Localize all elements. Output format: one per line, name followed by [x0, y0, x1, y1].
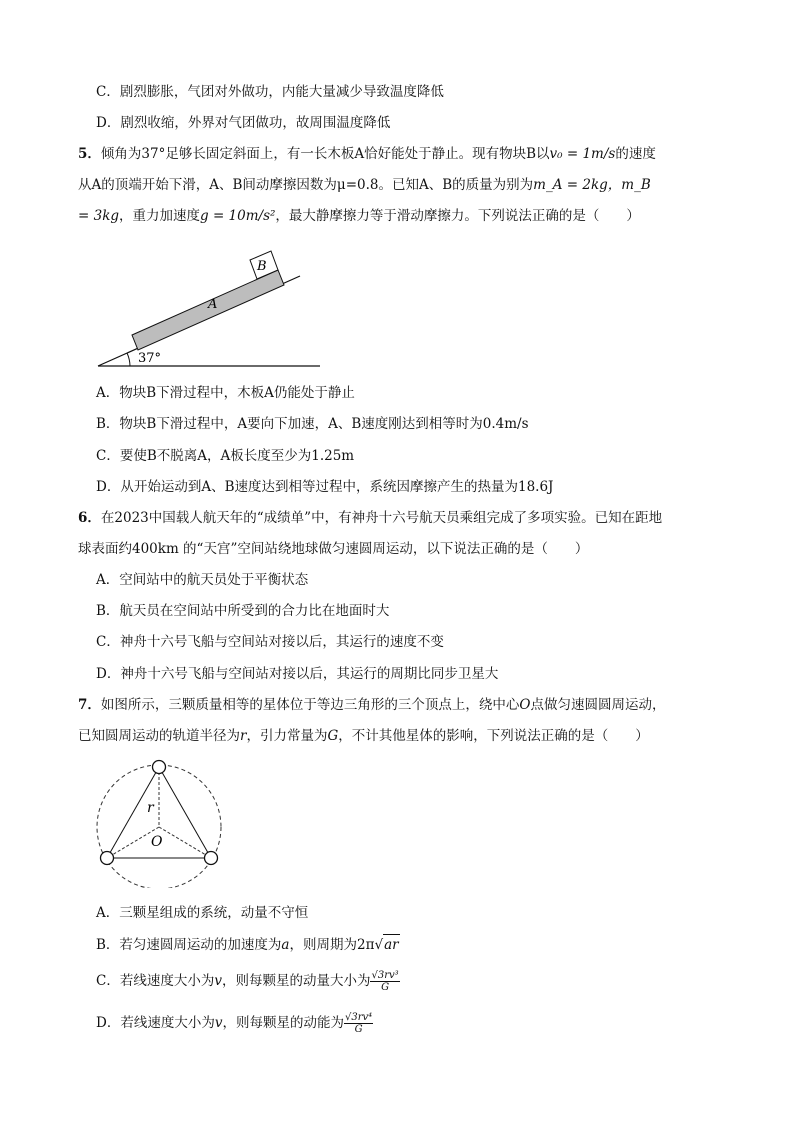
- q5-number: 5．: [78, 146, 101, 162]
- q7-option-c: [96, 966, 400, 996]
- label-r: r: [147, 800, 154, 816]
- q7-d-den: G: [354, 1024, 363, 1035]
- q7-d-var: v: [214, 1015, 223, 1031]
- q7-b-mid: ，则周期为2π: [289, 937, 375, 953]
- q7-d-text: D．若线速度大小为: [96, 1015, 215, 1031]
- q5-stem-line3: [78, 206, 640, 226]
- star-right: [205, 852, 218, 865]
- q7-c-text: C．若线速度大小为: [96, 973, 215, 989]
- q6-stem-line1: [78, 508, 662, 528]
- q5-stem-text: 从A的顶端开始下滑，A、B间动摩擦因数为μ=0.8。已知A、B的质量为别为: [78, 177, 534, 193]
- q5-masses: m_A = 2kg，m_B: [533, 177, 651, 193]
- q7-d-fraction: [344, 1012, 373, 1035]
- q5-option-a: A．物块B下滑过程中，木板A仍能处于静止: [96, 385, 355, 401]
- q6-option-b: B．航天员在空间站中所受到的合力比在地面时大: [96, 603, 390, 619]
- q6-option-a: A．空间站中的航天员处于平衡状态: [96, 572, 309, 588]
- q7-stem-line2: [78, 726, 649, 746]
- q7-stem-text: ，不计其他星体的影响，下列说法正确的是（ ）: [338, 728, 649, 744]
- q7-c-var: v: [214, 973, 222, 989]
- q7-o: O: [519, 697, 531, 713]
- q7-stem-line1: [78, 695, 665, 715]
- q7-stem-text: 点做匀速圆圆周运动，: [530, 697, 666, 713]
- q5-option-d: D．从开始运动到A、B速度达到相等过程中，系统因摩擦产生的热量为18.6J: [96, 479, 554, 495]
- q7-option-d: [96, 1008, 373, 1038]
- q7-number: 7．: [78, 697, 101, 713]
- q7-b-sqrt: ar: [383, 934, 400, 955]
- q7-d-num: √3rv⁴: [344, 1012, 373, 1023]
- label-o: O: [151, 834, 163, 850]
- q7-stem-text: 已知圆周运动的轨道半径为: [78, 728, 240, 744]
- q7-c-num: √3rv³: [371, 970, 399, 981]
- q7-b-text: B．若匀速圆周运动的加速度为: [96, 937, 282, 953]
- q5-stem-line2: [78, 175, 651, 195]
- q6-option-d: D．神舟十六号飞船与空间站对接以后，其运行的周期比同步卫星大: [96, 666, 499, 682]
- q7-option-b: B．若匀速圆周运动的加速度为a，则周期为2π√ar: [96, 934, 400, 955]
- q5-stem-line1: [78, 144, 656, 164]
- q5-stem-text: 的速度: [615, 146, 656, 162]
- q7-c-mid: ，则每颗星的动量大小为: [221, 973, 371, 989]
- q5-mb: = 3kg: [78, 208, 120, 224]
- q7-c-fraction: [370, 970, 399, 993]
- q4-option-d: D．剧烈收缩，外界对气团做功，故周围温度降低: [96, 115, 391, 131]
- q6-stem-line2: 球表面约400km 的“天宫”空间站绕地球做匀速圆周运动，以下说法正确的是（ ）: [78, 541, 589, 557]
- q5-stem-text: ，最大静摩擦力等于滑动摩擦力。下列说法正确的是（ ）: [275, 208, 640, 224]
- q5-stem-text: ，重力加速度: [119, 208, 201, 224]
- star-top: [153, 761, 166, 774]
- q5-option-c: C．要使B不脱离A，A板长度至少为1.25m: [96, 448, 355, 464]
- q7-g: G: [327, 728, 339, 744]
- q7-d-mid: ，则每颗星的动能为: [222, 1015, 344, 1031]
- q7-r: r: [240, 728, 247, 744]
- angle-label: 37°: [138, 351, 162, 366]
- star-system-figure: [92, 758, 228, 888]
- star-left: [101, 852, 114, 865]
- q5-v0: v₀ = 1m/s: [549, 146, 616, 162]
- q4-option-c: C．剧烈膨胀，气团对外做功，内能大量减少导致温度降低: [96, 84, 444, 100]
- label-b: B: [257, 259, 267, 274]
- incline-figure: [90, 240, 330, 372]
- q5-option-b: B．物块B下滑过程中，A要向下加速，A、B速度刚达到相等时为0.4m/s: [96, 416, 529, 432]
- q5-g: g = 10m/s²: [200, 208, 276, 224]
- q7-stem-text: 如图所示，三颗质量相等的星体位于等边三角形的三个顶点上，绕中心: [100, 697, 520, 713]
- q6-option-c: C．神舟十六号飞船与空间站对接以后，其运行的速度不变: [96, 634, 444, 650]
- label-a: A: [208, 297, 218, 312]
- q6-number: 6．: [78, 510, 101, 526]
- q7-c-den: G: [381, 982, 390, 993]
- q7-stem-text: ，引力常量为: [246, 728, 328, 744]
- q7-option-a: A．三颗星组成的系统，动量不守恒: [96, 905, 309, 921]
- q7-b-var: a: [281, 937, 290, 953]
- q5-stem-text: 倾角为37°足够长固定斜面上，有一长木板A恰好能处于静止。现有物块B以: [100, 146, 550, 162]
- q6-stem-text: 在2023中国载人航天年的“成绩单”中，有神舟十六号航天员乘组完成了多项实验。已知在距地: [100, 510, 663, 526]
